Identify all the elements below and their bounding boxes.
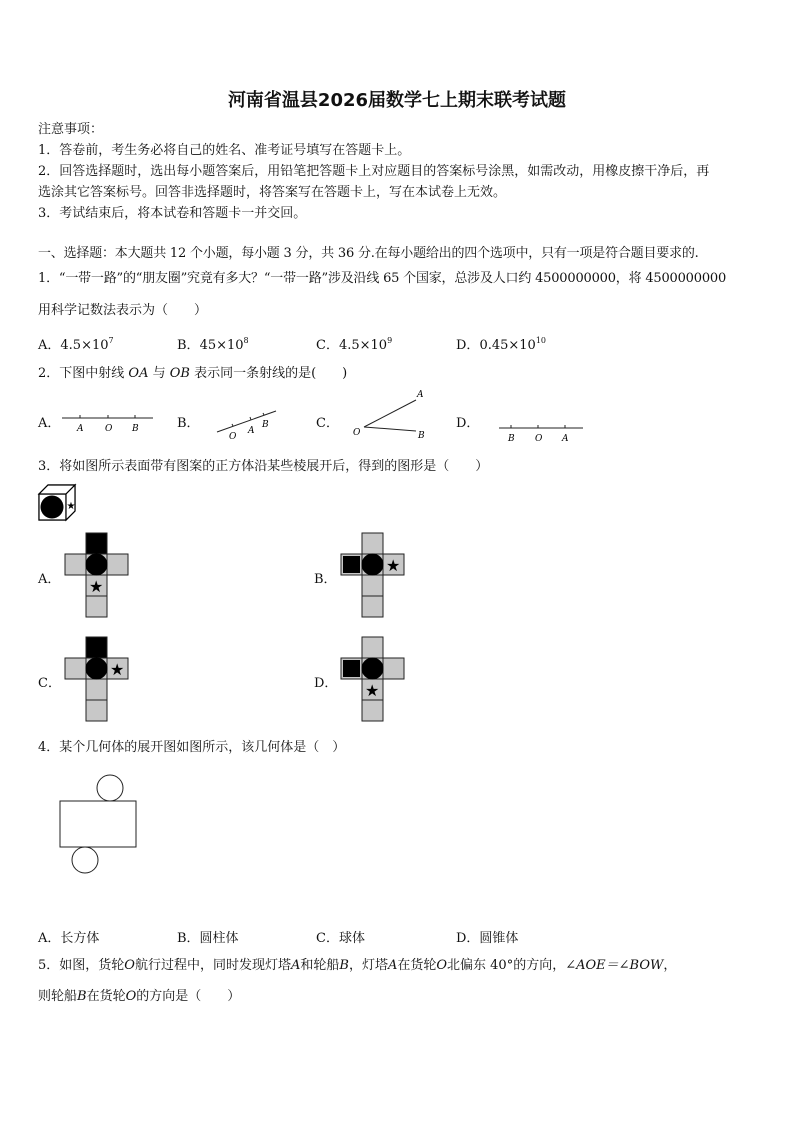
star-icon: ★ [365,681,380,700]
notice-item-1: 1．答卷前，考生务必将自己的姓名、准考证号填写在答题卡上。 [38,143,411,158]
q3-net-b [340,532,410,622]
option-exponent: 7 [108,336,114,345]
page-title: 河南省温县2026届数学七上期末联考试题 [227,90,567,111]
notice-item-2a: 2．回答选择题时，选出每小题答案后，用铅笔把答题卡上对应题目的答案标号涂黑，如需改动，用橡皮擦干净后，再 [38,164,710,179]
point-label: O [535,434,543,444]
ray-ob-label: OB [169,366,190,381]
angle-equation: ∠AOE＝∠BOW [565,958,664,973]
q5-stem-line1 [38,958,676,974]
q2-stem-text: 与 [148,366,170,381]
option-value: 45×10 [199,338,244,353]
section-heading: 一、选择题：本大题共 12 个小题，每小题 3 分，共 36 分.在每小题给出的四个选项中，只有一项是符合题目要求的. [38,246,699,261]
q3-option-d-label[interactable]: D． [314,676,338,691]
q2-stem-text: 2．下图中射线 [38,366,129,381]
option-label: D． [456,338,480,353]
q4-option-a[interactable]: A．长方体 [38,931,100,946]
option-exponent: 10 [535,336,547,345]
point-label: B [262,420,269,430]
ray-oa-label: OA [128,366,149,381]
option-value: 4.5×10 [60,338,109,353]
q2-option-b-label[interactable]: B． [177,416,200,431]
q5-text: 在货轮 [86,989,126,1004]
notice-item-3: 3．考试结束后，将本试卷和答题卡一并交回。 [38,206,307,221]
point-label: A [77,424,84,434]
q5-text: 北偏东 40°的方向， [447,958,566,973]
option-value: 0.45×10 [479,338,536,353]
star-icon: ★ [386,556,401,575]
q5-text: 5．如图，货轮 [38,958,125,973]
q2-stem [38,366,347,382]
q2-option-a-label[interactable]: A． [38,416,61,431]
point-label: A [248,426,255,436]
q3-option-c-label[interactable]: C． [38,676,61,691]
q5-text: 的方向是（ ） [136,989,241,1004]
point-a: A [387,958,398,973]
point-o: O [125,989,137,1004]
point-label: O [353,428,361,438]
point-label: A [417,390,424,400]
notice-item-2b: 选涂其它答案标号。回答非选择题时，将答案写在答题卡上，写在本试卷上无效。 [38,185,507,200]
option-label: C． [316,338,339,353]
point-a: A [290,958,301,973]
q1-option-c[interactable] [316,334,392,353]
q5-text: ，灯塔 [348,958,388,973]
q4-stem: 4．某个几何体的展开图如图所示，该几何体是（ ） [38,740,346,755]
q2-figure-d [497,418,587,448]
point-label: B [508,434,515,444]
point-b: B [339,958,349,973]
star-icon: ★ [89,577,104,596]
option-label: B． [177,338,200,353]
q3-net-a [64,532,132,622]
option-exponent: 8 [243,336,249,345]
q2-option-c-label[interactable]: C． [316,416,339,431]
point-label: A [562,434,569,444]
option-value: 4.5×10 [338,338,388,353]
q4-option-c[interactable]: C．球体 [316,931,365,946]
point-o: O [124,958,135,973]
q5-text: 则轮船 [38,989,78,1004]
q2-figure-c [350,386,432,442]
q2-figure-a [60,408,156,438]
q4-option-b[interactable]: B．圆柱体 [177,931,239,946]
option-label: A． [38,338,61,353]
notice-heading: 注意事项： [38,122,104,137]
q3-option-b-label[interactable]: B． [314,572,337,587]
q1-stem-line1: 1．“一带一路”的“朋友圈”究竟有多大？“一带一路”涉及沿线 65 个国家，总涉及人口约 4500000000，将 4500000000 [38,271,727,286]
q1-option-b[interactable] [177,334,249,353]
point-label: O [229,432,237,442]
q3-stem: 3．将如图所示表面带有图案的正方体沿某些棱展开后，得到的图形是（ ） [38,459,489,474]
q4-option-d[interactable]: D．圆锥体 [456,931,519,946]
q5-text: ， [663,958,677,973]
point-label: O [105,424,113,434]
q2-option-d-label[interactable]: D． [456,416,480,431]
point-o: O [436,958,448,973]
point-label: B [132,424,139,434]
star-icon: ★ [110,660,125,679]
q1-stem-line2: 用科学记数法表示为（ ） [38,303,208,318]
q2-stem-text: 表示同一条射线的是( ) [189,366,348,381]
q5-text: 航行过程中，同时发现灯塔 [134,958,291,973]
q3-option-a-label[interactable]: A． [38,572,61,587]
star-icon: ★ [66,501,76,512]
cube-figure [38,484,78,524]
q1-option-a[interactable] [38,334,114,353]
q3-net-c [64,636,134,726]
q5-text: 在货轮 [397,958,437,973]
q4-net-figure [58,774,140,876]
point-label: B [418,431,425,441]
q3-net-d [340,636,410,726]
q2-figure-b [214,408,278,444]
q5-stem-line2 [38,989,240,1005]
option-exponent: 9 [387,336,393,345]
point-b: B [77,989,87,1004]
q1-option-d[interactable] [456,334,546,353]
q5-text: 和轮船 [300,958,340,973]
